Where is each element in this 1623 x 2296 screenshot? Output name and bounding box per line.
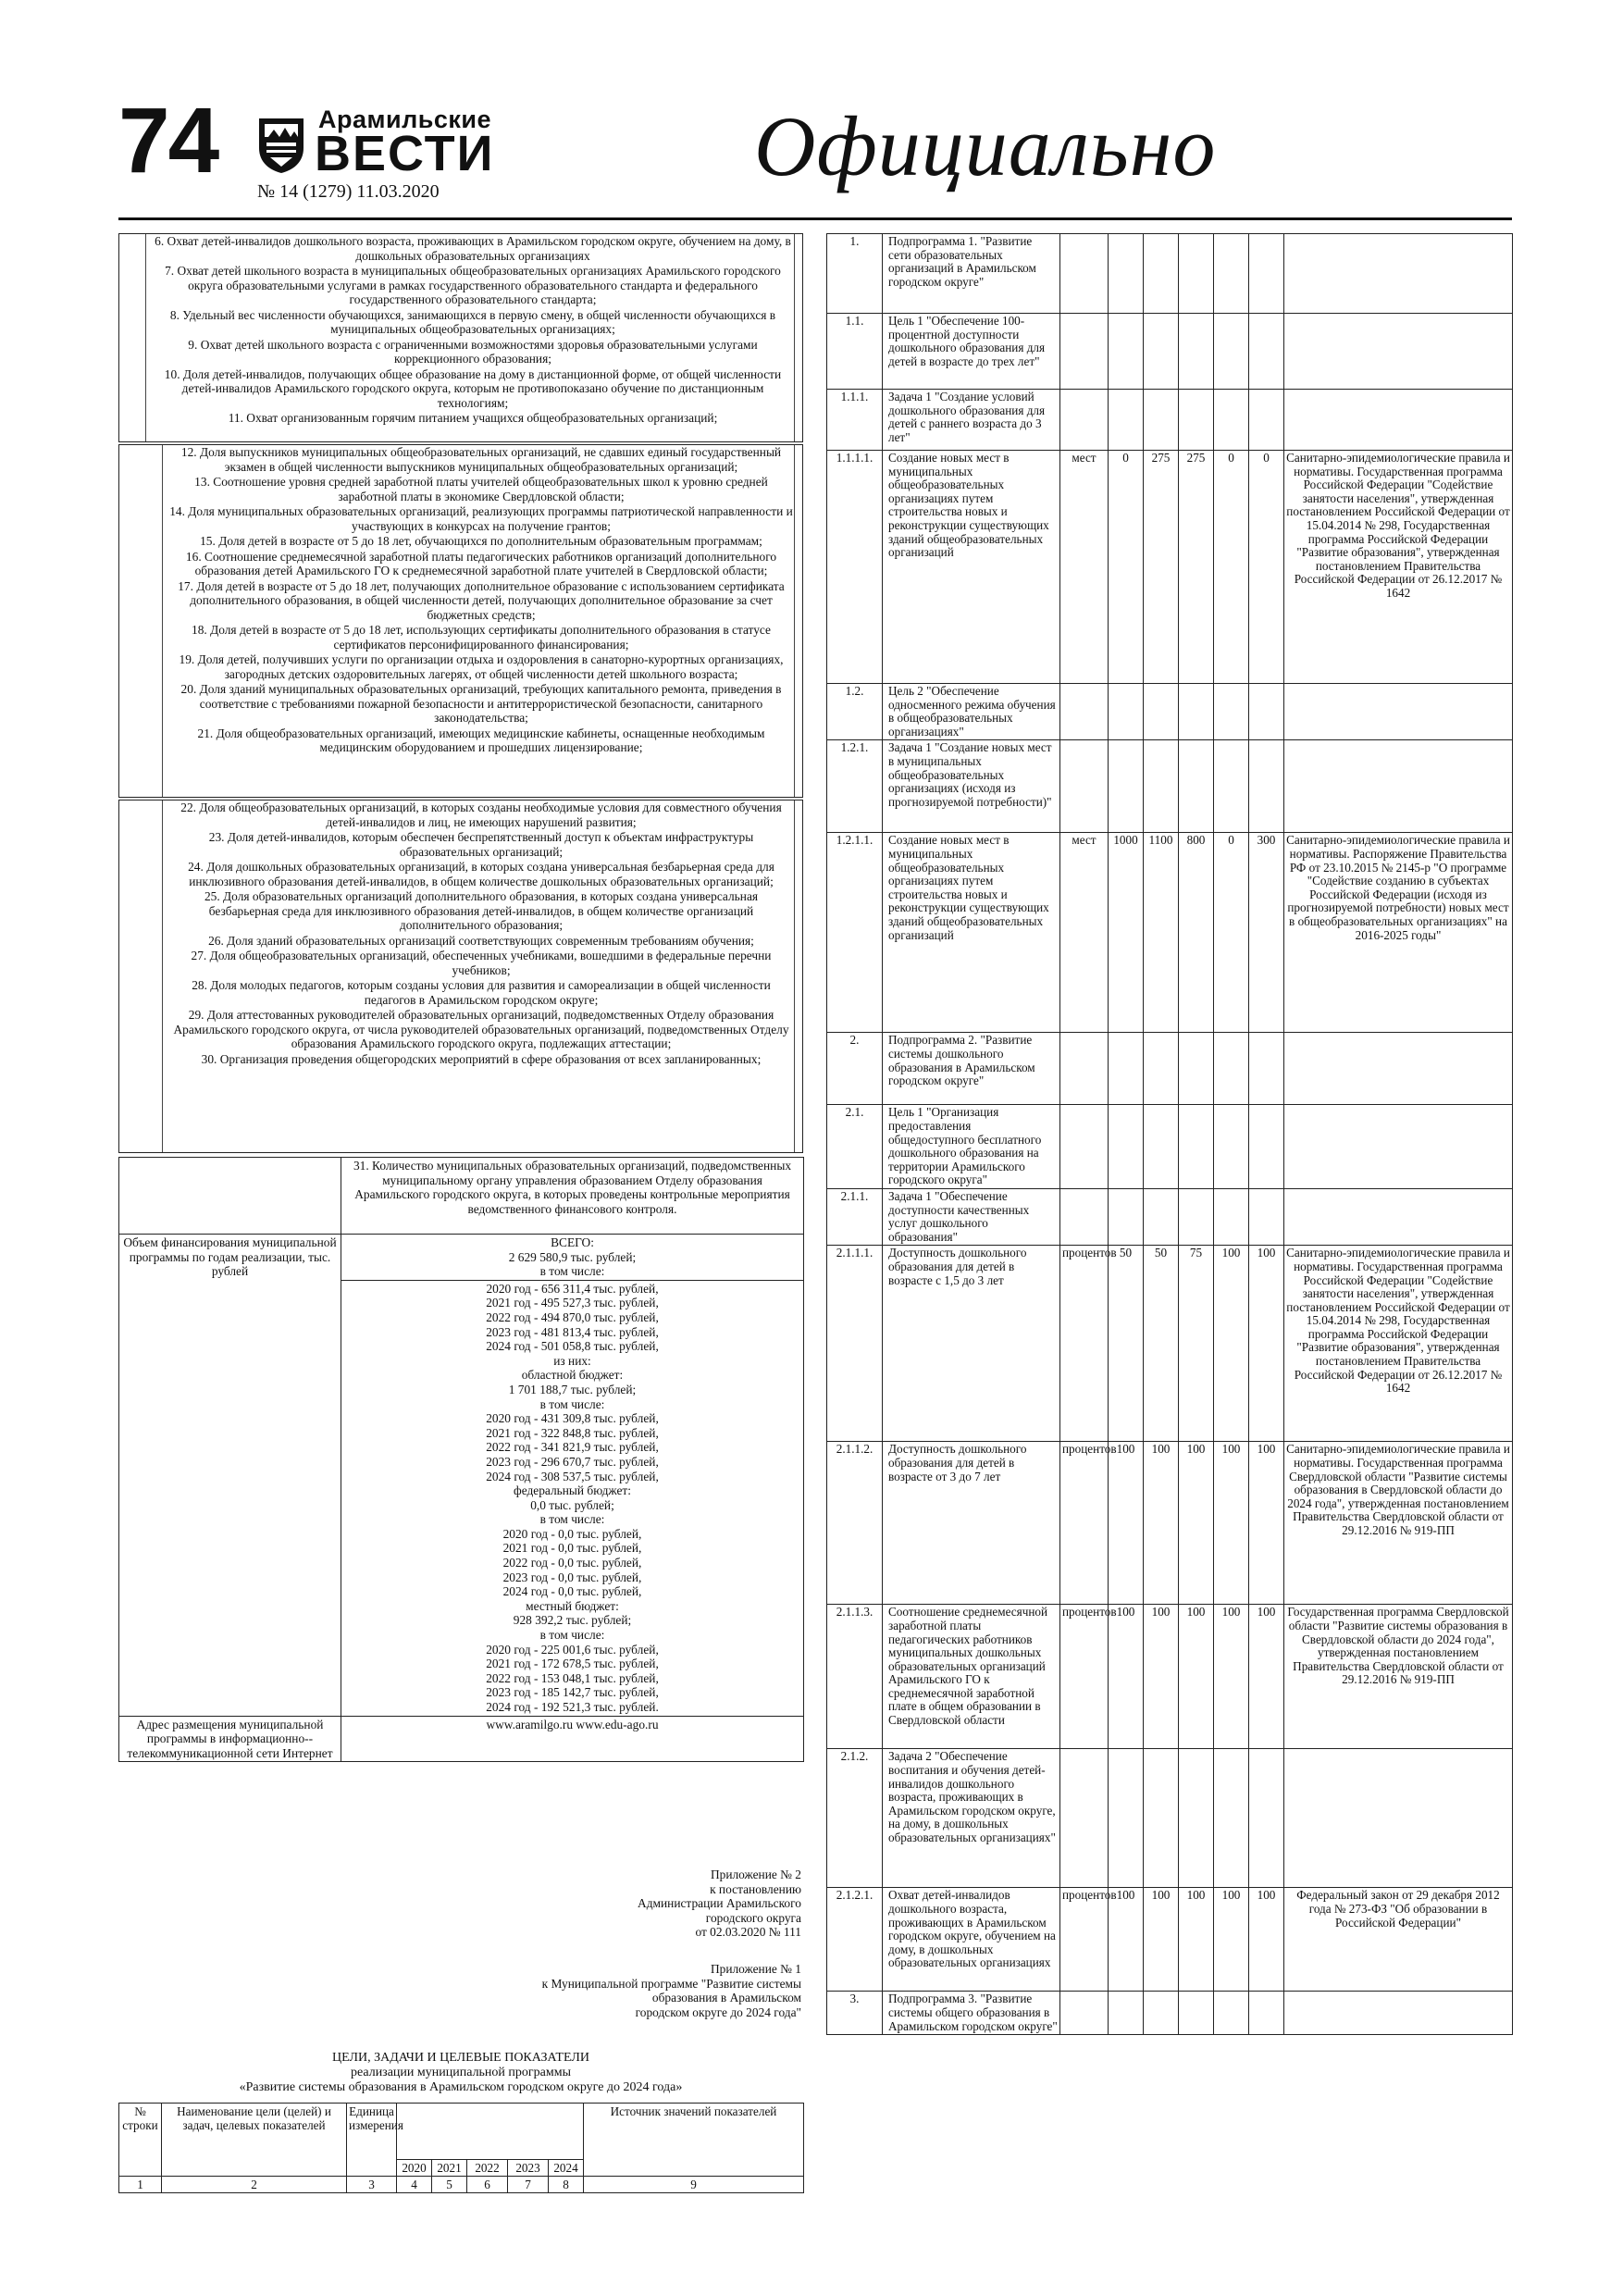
- goal-unit: [1060, 1749, 1109, 1888]
- goal-value-2021: [1144, 1188, 1179, 1245]
- goal-num: 2.1.1.1.: [827, 1246, 883, 1442]
- financing-detail-line: 2023 год - 481 813,4 тыс. рублей,: [486, 1324, 659, 1339]
- financing-empty-cell: [119, 1158, 341, 1235]
- goal-value-2021: 1100: [1144, 833, 1179, 1033]
- goal-unit: [1060, 1033, 1109, 1105]
- goal-row: [827, 1992, 1513, 2035]
- indicator-item: 11. Охват организованным горячим питанием учащихся общеобразовательных организаций;: [228, 411, 718, 425]
- indicators-box-b: [118, 444, 803, 798]
- col-number-8: 8: [549, 2177, 584, 2193]
- goal-value-2022: [1179, 1188, 1214, 1245]
- indicator-item: 10. Доля детей-инвалидов, получающих общее образование на дому в дистанционной форме, от общей численности детей-инвалидов Арамильского городского округа, которым не противопоказано обучение по дистанционным технологиям;: [164, 366, 782, 410]
- col-number-9: 9: [584, 2177, 804, 2193]
- goal-value-2023: [1214, 1188, 1249, 1245]
- goal-value-2023: [1214, 1033, 1249, 1105]
- goal-value-2023: [1214, 1749, 1249, 1888]
- goal-value-2024: 0: [1249, 451, 1284, 684]
- year-2024: 2024: [549, 2160, 584, 2177]
- goal-num: 2.1.2.1.: [827, 1888, 883, 1992]
- financing-label: Объем финансирования муниципальной программы по годам реализации, тыс. рублей: [119, 1235, 341, 1717]
- financing-detail-line: местный бюджет:: [526, 1598, 619, 1613]
- financing-detail-line: 2024 год - 501 058,8 тыс. рублей,: [486, 1339, 659, 1354]
- goal-value-2023: 0: [1214, 833, 1249, 1033]
- financing-detail-line: 2023 год - 0,0 тыс. рублей,: [502, 1570, 642, 1584]
- goal-name: Охват детей-инвалидов дошкольного возраста, проживающих в Арамильском городском округе, обучением на дому, в дошкольных образовательных организациях: [883, 1888, 1060, 1992]
- goal-value-2020: [1109, 1749, 1144, 1888]
- goal-value-2021: 100: [1144, 1605, 1179, 1749]
- address-label: Адрес размещения муниципальной программы в информационно--телекоммуникационной сети Интернет: [119, 1716, 341, 1762]
- goal-row: [827, 1442, 1513, 1605]
- financing-detail-line: 2024 год - 0,0 тыс. рублей,: [502, 1584, 642, 1599]
- indicator-item: 17. Доля детей в возрасте от 5 до 18 лет, получающих дополнительное образование с использованием сертификата дополнительного образования, в общей численности детей, получающих дополнительное образование за счет бюджетных средств;: [178, 578, 785, 622]
- goal-name: Соотношение среднемесячной заработной платы педагогических работников муниципальных дошкольных образовательных организаций Арамильского ГО к среднемесячной заработной плате в общем образовании в Свердловской области: [883, 1605, 1060, 1749]
- goal-value-2022: [1179, 684, 1214, 740]
- section-title: Официально: [754, 99, 1217, 193]
- goal-value-2020: 100: [1109, 1605, 1144, 1749]
- goal-source: [1284, 1033, 1513, 1105]
- financing-detail-line: 2022 год - 341 821,9 тыс. рублей,: [486, 1440, 659, 1455]
- goal-unit: процентов: [1060, 1442, 1109, 1605]
- goal-name: Создание новых мест в муниципальных общеобразовательных организациях путем строительства новых и реконструкции существующих зданий общеобразовательных организаций: [883, 451, 1060, 684]
- goal-value-2021: [1144, 1992, 1179, 2035]
- goal-name: Подпрограмма 3. "Развитие системы общего образования в Арамильском городском округе": [883, 1992, 1060, 2035]
- goal-value-2022: [1179, 740, 1214, 833]
- financing-total-line: 2 629 580,9 тыс. рублей;: [508, 1249, 637, 1264]
- indicator-item: 7. Охват детей школьного возраста в муниципальных общеобразовательных организациях Арамильского городского округа образовательными услугами в рамках государственного образовательного стандарта и федерального государственного образовательного стандарта;: [165, 264, 781, 306]
- goal-unit: процентов: [1060, 1246, 1109, 1442]
- annex-line: Приложение № 2: [710, 1868, 801, 1881]
- goal-num: 1.2.1.1.: [827, 833, 883, 1033]
- goal-value-2023: [1214, 234, 1249, 314]
- year-2021: 2021: [432, 2160, 467, 2177]
- goal-row: [827, 1188, 1513, 1245]
- goal-value-2020: 1000: [1109, 833, 1144, 1033]
- address-value[interactable]: www.aramilgo.ru www.edu-ago.ru: [341, 1716, 804, 1762]
- header-years-group: [397, 2104, 584, 2160]
- goal-value-2022: 100: [1179, 1888, 1214, 1992]
- goal-value-2024: [1249, 684, 1284, 740]
- goal-value-2024: [1249, 314, 1284, 390]
- goal-num: 2.1.: [827, 1105, 883, 1189]
- goal-value-2023: 100: [1214, 1888, 1249, 1992]
- financing-detail-line: 2021 год - 495 527,3 тыс. рублей,: [486, 1296, 659, 1310]
- goal-value-2022: [1179, 1992, 1214, 2035]
- goal-value-2020: 100: [1109, 1442, 1144, 1605]
- financing-detail-line: из них:: [553, 1353, 591, 1368]
- goal-value-2024: 300: [1249, 833, 1284, 1033]
- goal-unit: мест: [1060, 451, 1109, 684]
- financing-detail-line: 2021 год - 322 848,8 тыс. рублей,: [486, 1425, 659, 1440]
- goal-row: [827, 390, 1513, 451]
- goal-source: [1284, 1749, 1513, 1888]
- goal-value-2024: [1249, 740, 1284, 833]
- goal-unit: [1060, 740, 1109, 833]
- goal-source: Санитарно-эпидемиологические правила и нормативы. Государственная программа Российской Федерации "Содействие занятости населения", утвержденная постановлением Российской Федерации от 15.04.2014 № 298, Государственная программа Российской Федерации "Развитие образования", утвержденная постановлением Правительства Российской Федерации от 26.12.2017 № 1642: [1284, 1246, 1513, 1442]
- header-rule: [118, 217, 1512, 220]
- col-number-4: 4: [397, 2177, 432, 2193]
- financing-detail-line: 2024 год - 308 537,5 тыс. рублей,: [486, 1469, 659, 1483]
- goal-unit: [1060, 1188, 1109, 1245]
- financing-total-line: в том числе:: [539, 1264, 605, 1279]
- goal-value-2021: 100: [1144, 1442, 1179, 1605]
- annex-line: образования в Арамильском: [651, 1991, 801, 2005]
- goal-row: [827, 684, 1513, 740]
- goal-value-2020: [1109, 1992, 1144, 2035]
- goals-title-line: ЦЕЛИ, ЗАДАЧИ И ЦЕЛЕВЫЕ ПОКАЗАТЕЛИ: [332, 2051, 589, 2065]
- goal-source: [1284, 234, 1513, 314]
- annex-line: к постановлению: [710, 1881, 801, 1896]
- goal-source: [1284, 314, 1513, 390]
- financing-detail-line: 2023 год - 296 670,7 тыс. рублей,: [486, 1454, 659, 1469]
- goal-value-2022: 75: [1179, 1246, 1214, 1442]
- goal-value-2024: 100: [1249, 1442, 1284, 1605]
- indicator-item: 8. Удельный вес численности обучающихся, занимающихся в первую смену, в общей численности обучающихся в муниципальных общеобразовательных организациях;: [169, 307, 776, 336]
- goal-value-2024: [1249, 1749, 1284, 1888]
- goal-source: [1284, 684, 1513, 740]
- goal-value-2020: [1109, 234, 1144, 314]
- goal-unit: [1060, 390, 1109, 451]
- goal-num: 2.: [827, 1033, 883, 1105]
- indicator-item: 12. Доля выпускников муниципальных общеобразовательных организаций, не сдавших единый государственный экзамен в общей численности выпускников муниципальных общеобразовательных организаций;: [180, 445, 782, 474]
- financing-detail-line: 2022 год - 494 870,0 тыс. рублей,: [486, 1309, 659, 1324]
- indicator-item: 27. Доля общеобразовательных организаций, обеспеченных учебниками, вошедшими в федеральные перечни учебников;: [191, 949, 772, 977]
- goal-value-2022: [1179, 390, 1214, 451]
- goal-name: Задача 1 "Обеспечение доступности качественных услуг дошкольного образования": [883, 1188, 1060, 1245]
- indicator-item: 15. Доля детей в возрасте от 5 до 18 лет, обучающихся по дополнительным образовательным программам;: [200, 534, 762, 548]
- page-number: 74: [118, 89, 218, 192]
- indicator-item: 28. Доля молодых педагогов, которым созданы условия для развития и самореализации в общей численности педагогов в Арамильском городском округе;: [192, 978, 771, 1007]
- annex-line: к Муниципальной программе "Развитие системы: [541, 1976, 801, 1991]
- goal-value-2023: 100: [1214, 1246, 1249, 1442]
- goal-row: [827, 1888, 1513, 1992]
- goal-value-2020: [1109, 684, 1144, 740]
- goal-name: Подпрограмма 2. "Развитие системы дошкольного образования в Арамильском городском округе": [883, 1033, 1060, 1105]
- goal-name: Доступность дошкольного образования для детей в возрасте от 3 до 7 лет: [883, 1442, 1060, 1605]
- goal-value-2022: [1179, 314, 1214, 390]
- goal-row: [827, 1105, 1513, 1189]
- goal-value-2020: [1109, 314, 1144, 390]
- financing-detail-line: областной бюджет:: [521, 1368, 624, 1383]
- indicator-item: 26. Доля зданий образовательных организаций соответствующих современным требованиям обучения;: [208, 933, 754, 948]
- goal-value-2021: [1144, 1749, 1179, 1888]
- goal-source: [1284, 740, 1513, 833]
- goal-value-2023: 100: [1214, 1605, 1249, 1749]
- goal-name: Задача 2 "Обеспечение воспитания и обучения детей-инвалидов дошкольного возраста, проживающих в Арамильском городском округе, на дому, в дошкольных образовательных организациях": [883, 1749, 1060, 1888]
- indicator-item: 25. Доля образовательных организаций дополнительного образования, в которых создана универсальная безбарьерная среда для инклюзивного образования детей-инвалидов, в общем количестве организаций дополнительного образования;: [204, 889, 759, 932]
- goal-row: [827, 1749, 1513, 1888]
- goal-unit: [1060, 234, 1109, 314]
- financing-detail-line: в том числе:: [539, 1512, 605, 1527]
- goal-row: [827, 833, 1513, 1033]
- financing-detail-line: 2024 год - 192 521,3 тыс. рублей.: [486, 1700, 659, 1714]
- header-unit: Единица измерения: [347, 2104, 397, 2177]
- goal-name: Доступность дошкольного образования для детей в возрасте с 1,5 до 3 лет: [883, 1246, 1060, 1442]
- financing-table: [118, 1157, 804, 1762]
- goal-row: [827, 451, 1513, 684]
- indicator-item: 9. Охват детей школьного возраста с ограниченными возможностями здоровья образовательными услугами коррекционного образования;: [188, 337, 758, 366]
- goal-value-2022: [1179, 1033, 1214, 1105]
- annex-line: от 02.03.2020 № 111: [695, 1925, 801, 1940]
- goal-name: Цель 1 "Организация предоставления общедоступного бесплатного дошкольного образования на территории Арамильского городского округа": [883, 1105, 1060, 1189]
- goal-num: 2.1.1.2.: [827, 1442, 883, 1605]
- goal-row: [827, 234, 1513, 314]
- goal-value-2021: [1144, 1105, 1179, 1189]
- goal-source: [1284, 390, 1513, 451]
- goal-value-2020: [1109, 390, 1144, 451]
- annex-line: Приложение № 1: [710, 1962, 801, 1976]
- goal-value-2020: [1109, 1105, 1144, 1189]
- goals-title: [118, 2051, 803, 2095]
- goal-value-2023: [1214, 314, 1249, 390]
- goal-value-2024: [1249, 1105, 1284, 1189]
- indicator-item: 21. Доля общеобразовательных организаций, имеющих медицинские кабинеты, оснащенные необходимым медицинским оборудованием и прошедших лицензирование;: [197, 726, 765, 754]
- goal-value-2022: 800: [1179, 833, 1214, 1033]
- indicator-item: 29. Доля аттестованных руководителей образовательных организаций, подведомственных Отделу образования Арамильского городского округа, от числа руководителей образовательных организаций, подведомственных Отделу образования Арамильского городского округа, подлежащих аттестации;: [173, 1008, 789, 1050]
- goal-value-2024: 100: [1249, 1888, 1284, 1992]
- financing-detail-line: 928 392,2 тыс. рублей;: [513, 1613, 632, 1628]
- goal-num: 1.1.1.1.: [827, 451, 883, 684]
- goal-num: 1.2.: [827, 684, 883, 740]
- coat-of-arms-icon: [257, 115, 305, 174]
- goal-value-2023: [1214, 684, 1249, 740]
- goal-row: [827, 1246, 1513, 1442]
- goal-num: 3.: [827, 1992, 883, 2035]
- goal-value-2020: 100: [1109, 1888, 1144, 1992]
- financing-detail-line: в том числе:: [539, 1628, 605, 1643]
- indicator-item: 19. Доля детей, получивших услуги по организации отдыха и оздоровления в санаторно-курортных организациях, загородных детских оздоровительных лагерях, от общей численности детей школьного возраста;: [179, 652, 784, 681]
- goal-value-2024: [1249, 390, 1284, 451]
- annex-line: городском округе до 2024 года": [635, 2004, 801, 2019]
- annex-line: Администрации Арамильского: [638, 1896, 801, 1911]
- indicator-item: 14. Доля муниципальных образовательных организаций, реализующих программы патриотической направленности и участвующих в конкурсах на получение грантов;: [169, 504, 793, 533]
- goal-row: [827, 1033, 1513, 1105]
- indicator-item: 13. Соотношение уровня средней заработной платы учителей общеобразовательных школ к уровню средней заработной платы в экономике Свердловской области;: [194, 475, 768, 503]
- goal-num: 2.1.1.3.: [827, 1605, 883, 1749]
- goal-row: [827, 740, 1513, 833]
- goals-table-header: [118, 2103, 804, 2193]
- goal-value-2023: [1214, 390, 1249, 451]
- indicator-item: 23. Доля детей-инвалидов, которым обеспечен беспрепятственный доступ к объектам инфраструктуры образовательных организаций;: [208, 830, 754, 859]
- financing-detail-line: 2020 год - 656 311,4 тыс. рублей,: [486, 1281, 659, 1296]
- goal-value-2021: 275: [1144, 451, 1179, 684]
- financing-detail-line: 2022 год - 0,0 тыс. рублей,: [502, 1556, 642, 1570]
- goal-num: 2.1.2.: [827, 1749, 883, 1888]
- goal-value-2023: 100: [1214, 1442, 1249, 1605]
- goal-name: Подпрограмма 1. "Развитие сети образовательных организаций в Арамильском городском округе": [883, 234, 1060, 314]
- goal-num: 1.: [827, 234, 883, 314]
- financing-detail-line: 1 701 188,7 тыс. рублей;: [508, 1382, 637, 1396]
- goal-unit: мест: [1060, 833, 1109, 1033]
- goal-source: Санитарно-эпидемиологические правила и нормативы. Государственная программа Свердловской области "Развитие системы образования в Свердловской области до 2024 года", утвержденная постановлением Правительства Свердловской области от 29.12.2016 № 919-ПП: [1284, 1442, 1513, 1605]
- goal-source: [1284, 1105, 1513, 1189]
- indicator-item: 18. Доля детей в возрасте от 5 до 18 лет, использующих сертификаты дополнительного образования в статусе сертификатов персонифицированного финансирования;: [192, 623, 771, 652]
- indicators-box-a: [118, 233, 803, 442]
- goal-value-2021: [1144, 314, 1179, 390]
- goals-title-line: «Развитие системы образования в Арамильском городском округе до 2024 года»: [239, 2080, 683, 2094]
- financing-details: [341, 1280, 804, 1716]
- financing-detail-line: 2020 год - 431 309,8 тыс. рублей,: [486, 1411, 659, 1426]
- col-number-6: 6: [467, 2177, 508, 2193]
- goal-value-2020: [1109, 1033, 1144, 1105]
- goal-value-2022: 275: [1179, 451, 1214, 684]
- goal-num: 1.1.1.: [827, 390, 883, 451]
- goal-row: [827, 314, 1513, 390]
- indicator-item: 30. Организация проведения общегородских мероприятий в сфере образования от всех запланированных;: [201, 1051, 762, 1066]
- indicator-item: 24. Доля дошкольных образовательных организаций, в которых создана универсальная безбарьерная среда для инклюзивного образования детей-инвалидов, в общем количестве дошкольных образовательных организаций;: [188, 860, 774, 888]
- goal-value-2021: [1144, 684, 1179, 740]
- goal-value-2022: 100: [1179, 1442, 1214, 1605]
- financing-detail-line: 2022 год - 153 048,1 тыс. рублей,: [486, 1670, 659, 1685]
- financing-detail-line: 2021 год - 172 678,5 тыс. рублей,: [486, 1657, 659, 1671]
- goal-source: [1284, 1188, 1513, 1245]
- logo-title: ВЕСТИ: [315, 126, 495, 181]
- indicator-item: 22. Доля общеобразовательных организаций, в которых созданы необходимые условия для совместного обучения детей-инвалидов и лиц, не имеющих нарушений развития;: [180, 800, 782, 829]
- indicator-item: 6. Охват детей-инвалидов дошкольного возраста, проживающих в Арамильском городском округе, обучением на дому, в дошкольных образовательных организациях: [155, 234, 791, 263]
- col-number-7: 7: [508, 2177, 549, 2193]
- year-2020: 2020: [397, 2160, 432, 2177]
- goal-value-2020: 50: [1109, 1246, 1144, 1442]
- header-name: Наименование цели (целей) и задач, целевых показателей: [162, 2104, 347, 2177]
- goal-value-2021: [1144, 1033, 1179, 1105]
- goal-num: 1.1.: [827, 314, 883, 390]
- goal-value-2021: 100: [1144, 1888, 1179, 1992]
- goal-name: Задача 1 "Создание новых мест в муниципальных общеобразовательных организациях (исходя из прогнозируемой потребности)": [883, 740, 1060, 833]
- financing-total: [341, 1235, 804, 1281]
- header-num: № строки: [119, 2104, 162, 2177]
- goal-source: Санитарно-эпидемиологические правила и нормативы. Государственная программа Российской Федерации "Содействие занятости населения", утвержденная постановлением Российской Федерации от 15.04.2014 № 298, Государственная программа Российской Федерации "Развитие образования", утвержденная постановлением Правительства Российской Федерации от 26.12.2017 № 1642: [1284, 451, 1513, 684]
- indicator-31: 31. Количество муниципальных образовательных организаций, подведомственных муниципальному органу управления образованием Отделу образования Арамильского городского округа, в которых проведены контрольные мероприятия ведомственного финансового контроля.: [341, 1158, 804, 1235]
- goal-unit: процентов: [1060, 1605, 1109, 1749]
- goal-value-2023: [1214, 1105, 1249, 1189]
- goal-value-2020: [1109, 740, 1144, 833]
- goal-value-2024: [1249, 234, 1284, 314]
- col-number-3: 3: [347, 2177, 397, 2193]
- goal-source: Санитарно-эпидемиологические правила и нормативы. Распоряжение Правительства РФ от 23.10.2015 № 2145-р "О программе "Содействие созданию в субъектах Российской Федерации (исходя из прогнозируемой потребности) новых мест в общеобразовательных организациях" на 2016-2025 годы": [1284, 833, 1513, 1033]
- goal-unit: [1060, 314, 1109, 390]
- goal-value-2023: [1214, 740, 1249, 833]
- goal-value-2024: [1249, 1992, 1284, 2035]
- goals-table: [826, 233, 1513, 2035]
- financing-total-line: ВСЕГО:: [551, 1235, 594, 1249]
- goal-unit: процентов: [1060, 1888, 1109, 1992]
- logo-caption: Арамильские: [318, 105, 491, 133]
- goal-value-2020: [1109, 1188, 1144, 1245]
- annex-2: [518, 1868, 801, 1940]
- financing-detail-line: в том числе:: [539, 1396, 605, 1411]
- goal-value-2023: 0: [1214, 451, 1249, 684]
- col-number-2: 2: [162, 2177, 347, 2193]
- goal-name: Цель 1 "Обеспечение 100-процентной доступности дошкольного образования для детей в возрасте до трех лет": [883, 314, 1060, 390]
- goal-name: Цель 2 "Обеспечение односменного режима обучения в общеобразовательных организациях": [883, 684, 1060, 740]
- goal-value-2022: [1179, 234, 1214, 314]
- goal-row: [827, 1605, 1513, 1749]
- goal-num: 1.2.1.: [827, 740, 883, 833]
- goal-unit: [1060, 684, 1109, 740]
- financing-detail-line: 0,0 тыс. рублей;: [530, 1497, 614, 1512]
- goal-source: [1284, 1992, 1513, 2035]
- goal-source: Государственная программа Свердловской области "Развитие системы образования в Свердловской области до 2024 года", утвержденная постановлением Правительства Свердловской области от 29.12.2016 № 919-ПП: [1284, 1605, 1513, 1749]
- goal-name: Задача 1 "Создание условий дошкольного образования для детей с раннего возраста до 3 лет": [883, 390, 1060, 451]
- goal-source: Федеральный закон от 29 декабря 2012 года № 273-ФЗ "Об образовании в Российской Федерации": [1284, 1888, 1513, 1992]
- indicators-box-c: [118, 800, 803, 1153]
- goal-unit: [1060, 1105, 1109, 1189]
- indicator-item: 20. Доля зданий муниципальных образовательных организаций, требующих капитального ремонта, приведения в соответствие с требованиями пожарной безопасности и антитеррористической безопасности, санитарного законодательства;: [180, 682, 782, 725]
- annex-1: [426, 1962, 801, 2019]
- col-number-5: 5: [432, 2177, 467, 2193]
- goal-value-2024: 100: [1249, 1246, 1284, 1442]
- year-2023: 2023: [508, 2160, 549, 2177]
- goals-title-line: реализации муниципальной программы: [350, 2066, 571, 2079]
- indicator-item: 16. Соотношение среднемесячной заработной платы педагогических работников организаций дополнительного образования детей Арамильского ГО к среднемесячной заработной плате учителей в Свердловской области;: [185, 549, 777, 577]
- goal-value-2024: [1249, 1033, 1284, 1105]
- goal-value-2021: [1144, 740, 1179, 833]
- goal-value-2022: 100: [1179, 1605, 1214, 1749]
- col-number-1: 1: [119, 2177, 162, 2193]
- goal-value-2021: 50: [1144, 1246, 1179, 1442]
- issue-number: № 14 (1279) 11.03.2020: [257, 181, 440, 202]
- goal-value-2023: [1214, 1992, 1249, 2035]
- financing-detail-line: 2020 год - 225 001,6 тыс. рублей,: [486, 1642, 659, 1657]
- goal-value-2021: [1144, 234, 1179, 314]
- goal-value-2020: 0: [1109, 451, 1144, 684]
- goal-value-2024: 100: [1249, 1605, 1284, 1749]
- goal-name: Создание новых мест в муниципальных общеобразовательных организациях путем строительства новых и реконструкции существующих зданий общеобразовательных организаций: [883, 833, 1060, 1033]
- goal-value-2022: [1179, 1749, 1214, 1888]
- goal-value-2024: [1249, 1188, 1284, 1245]
- financing-detail-line: федеральный бюджет:: [514, 1483, 631, 1498]
- goal-value-2022: [1179, 1105, 1214, 1189]
- financing-detail-line: 2021 год - 0,0 тыс. рублей,: [502, 1541, 642, 1556]
- year-2022: 2022: [467, 2160, 508, 2177]
- goal-value-2021: [1144, 390, 1179, 451]
- financing-detail-line: 2020 год - 0,0 тыс. рублей,: [502, 1526, 642, 1541]
- annex-line: городского округа: [705, 1910, 801, 1925]
- goal-unit: [1060, 1992, 1109, 2035]
- header-source: Источник значений показателей: [584, 2104, 804, 2177]
- goal-num: 2.1.1.: [827, 1188, 883, 1245]
- financing-detail-line: 2023 год - 185 142,7 тыс. рублей,: [486, 1685, 659, 1700]
